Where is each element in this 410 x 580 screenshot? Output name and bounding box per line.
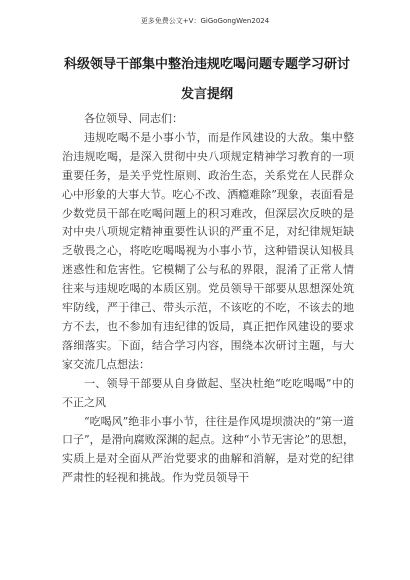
body-paragraph: 违规吃喝不是小事小节，而是作风建设的大敌。集中整治违规吃喝，是深入贯彻中央八项规定精神学习教育的一项重要任务，是关乎党性原则、政治生态，关系党在人民群众心中形象的大事大节。吃心不改、洒瘾难除”现象，表面看是少数党员干部在吃喝问题上的积习难改，但深层次反映的是对中央八项规定精神重要性认识的严重不足，对纪律规矩缺乏敬畏之心，将吃吃喝喝视为小事小节，这种错误认知极具迷惑性和危害性。它模糊了公与私的界限，混淆了正常人情往来与违规吃喝的本质区别。党员领导干部要从思想深处筑牢防线，严于律己、带头示范，不该吃的不吃，不该去的地方不去，也不参加有违纪律的饭局，真正把作风建设的要求落细落实。下面，结合学习内容，围绕本次研讨主题，与大家交流几点想法： [62, 130, 354, 371]
section-heading: 一、领导干部要从自身做起、坚决杜绝“吃吃喝喝”中的不正之风 [62, 376, 354, 409]
salutation: 各位领导、同志们： [84, 112, 183, 125]
document-body [62, 110, 354, 488]
body-paragraph: “吃喝风”绝非小事小节，往往是作风堤坝溃决的“第一道口子”，是滑向腐败深渊的起点。这种“小节无害论”的思想，实质上是对全面从严治党要求的曲解和消解，是对党的纪律严肃性的轻视和挑战。作为党员领导干 [62, 414, 354, 485]
document-title: 科级领导干部集中整治违规吃喝问题专题学习研讨发言提纲 [63, 57, 350, 102]
header-note: 更多免费公文+V：GiGoGongWen2024 [140, 17, 270, 25]
